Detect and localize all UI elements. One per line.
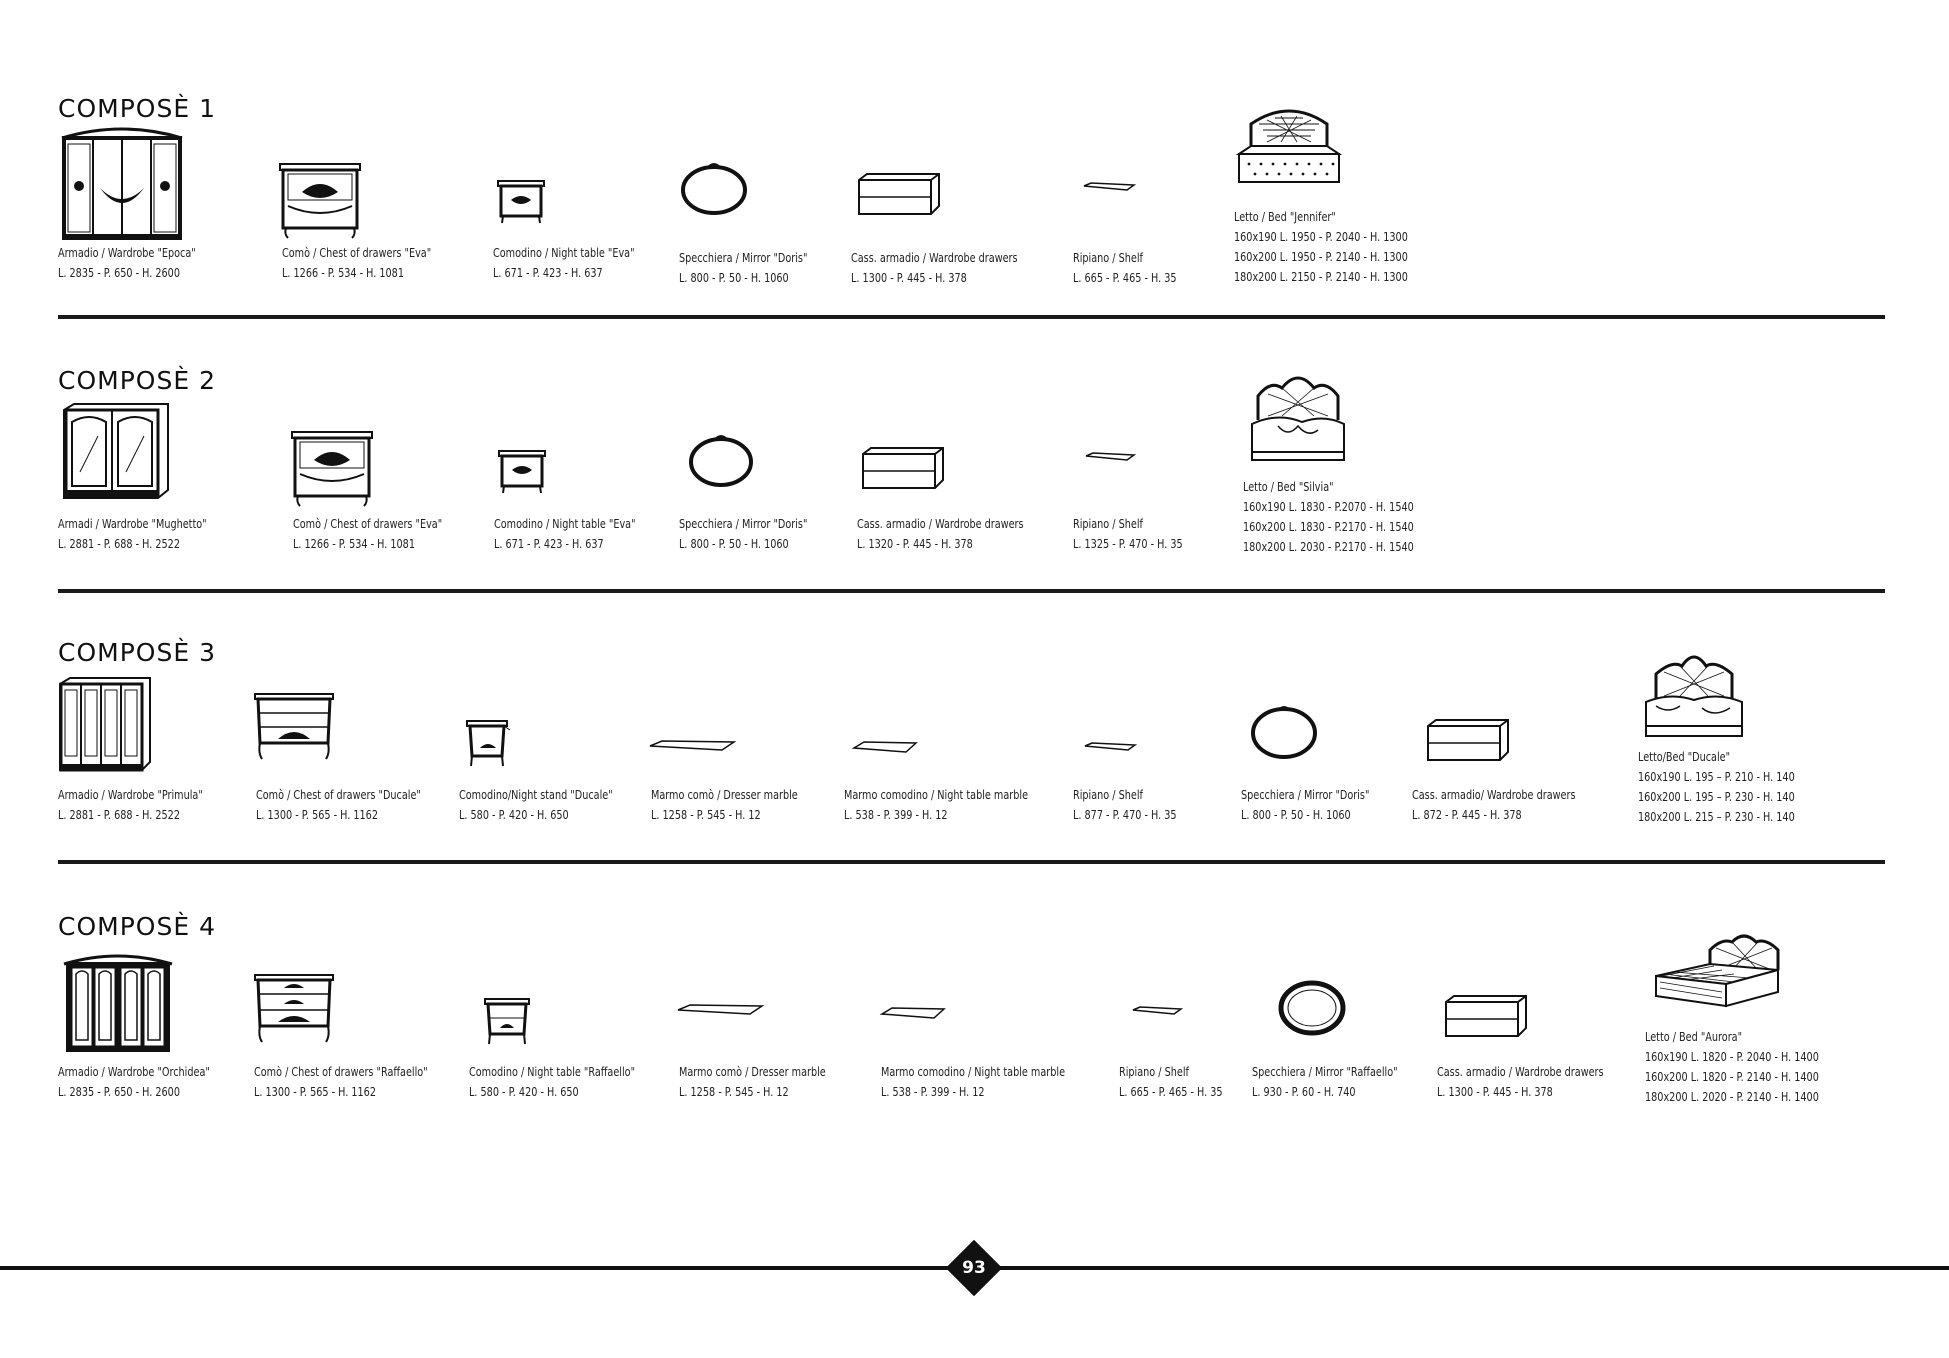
product-dims: 160x190 L. 195 – P. 210 - H. 140	[1638, 769, 1795, 784]
chest-of-drawers-icon	[254, 974, 334, 1044]
product-dims: 160x190 L. 1950 - P. 2040 - H. 1300	[1234, 229, 1408, 244]
product-name: Letto / Bed "Jennifer"	[1234, 209, 1336, 224]
shelf-icon	[1085, 452, 1135, 462]
night-table-icon	[497, 180, 545, 224]
bed-icon	[1248, 372, 1348, 462]
product-name: Specchiera / Mirror "Doris"	[679, 516, 808, 531]
product-dims: L. 538 - P. 399 - H. 12	[881, 1084, 985, 1099]
product-dims: L. 872 - P. 445 - H. 378	[1412, 807, 1522, 822]
product-dims: L. 1258 - P. 545 - H. 12	[679, 1084, 789, 1099]
night-stand-icon	[466, 720, 512, 768]
night-table-icon	[484, 998, 532, 1046]
wardrobe-icon	[62, 952, 174, 1054]
section-divider	[58, 589, 1885, 593]
product-name: Comodino / Night table "Raffaello"	[469, 1064, 636, 1079]
product-name: Cass. armadio / Wardrobe drawers	[857, 516, 1024, 531]
product-dims: L. 930 - P. 60 - H. 740	[1252, 1084, 1356, 1099]
product-dims: L. 877 - P. 470 - H. 35	[1073, 807, 1177, 822]
dresser-marble-icon	[676, 1002, 764, 1016]
product-name: Comò / Chest of drawers "Eva"	[282, 245, 432, 260]
bed-icon	[1642, 650, 1746, 740]
section-divider	[58, 860, 1885, 864]
product-dims: 160x190 L. 1830 - P.2070 - H. 1540	[1243, 499, 1414, 514]
product-name: Specchiera / Mirror "Doris"	[1241, 787, 1370, 802]
mirror-icon	[688, 430, 754, 488]
product-name: Letto / Bed "Silvia"	[1243, 479, 1334, 494]
product-name: Letto/Bed "Ducale"	[1638, 749, 1731, 764]
product-dims: L. 2881 - P. 688 - H. 2522	[58, 807, 180, 822]
product-dims: L. 580 - P. 420 - H. 650	[459, 807, 569, 822]
product-dims: L. 2835 - P. 650 - H. 2600	[58, 1084, 180, 1099]
shelf-icon	[1083, 182, 1135, 192]
product-dims: L. 1300 - P. 445 - H. 378	[1437, 1084, 1553, 1099]
section-title-4: COMPOSÈ 4	[58, 912, 216, 941]
product-dims: L. 1300 - P. 565 - H. 1162	[256, 807, 378, 822]
product-dims: 160x200 L. 195 – P. 230 - H. 140	[1638, 789, 1795, 804]
product-name: Comò / Chest of drawers "Raffaello"	[254, 1064, 428, 1079]
mirror-icon	[1278, 978, 1346, 1036]
product-dims: 180x200 L. 215 – P. 230 - H. 140	[1638, 809, 1795, 824]
wardrobe-icon	[60, 124, 184, 242]
product-name: Comò / Chest of drawers "Eva"	[293, 516, 443, 531]
product-dims: L. 1320 - P. 445 - H. 378	[857, 536, 973, 551]
wardrobe-icon	[62, 402, 170, 500]
product-dims: 180x200 L. 2150 - P. 2140 - H. 1300	[1234, 269, 1408, 284]
product-name: Ripiano / Shelf	[1073, 516, 1143, 531]
mirror-icon	[680, 158, 748, 216]
product-dims: L. 580 - P. 420 - H. 650	[469, 1084, 579, 1099]
bed-icon	[1237, 106, 1341, 188]
wardrobe-drawers-icon	[861, 446, 945, 490]
shelf-icon	[1132, 1006, 1182, 1016]
product-dims: L. 665 - P. 465 - H. 35	[1073, 270, 1177, 285]
wardrobe-drawers-icon	[1444, 994, 1528, 1038]
section-divider	[58, 315, 1885, 319]
product-name: Specchiera / Mirror "Raffaello"	[1252, 1064, 1398, 1079]
product-name: Letto / Bed "Aurora"	[1645, 1029, 1743, 1044]
product-dims: L. 671 - P. 423 - H. 637	[494, 536, 604, 551]
product-name: Comodino/Night stand "Ducale"	[459, 787, 613, 802]
wardrobe-icon	[58, 676, 152, 772]
product-dims: L. 1300 - P. 565 - H. 1162	[254, 1084, 376, 1099]
product-name: Armadio / Wardrobe "Primula"	[58, 787, 203, 802]
product-dims: 180x200 L. 2020 - P. 2140 - H. 1400	[1645, 1089, 1819, 1104]
product-name: Ripiano / Shelf	[1073, 787, 1143, 802]
section-title-2: COMPOSÈ 2	[58, 366, 216, 395]
product-name: Marmo comò / Dresser marble	[651, 787, 798, 802]
chest-of-drawers-icon	[290, 430, 374, 506]
product-dims: L. 1300 - P. 445 - H. 378	[851, 270, 967, 285]
bed-icon	[1654, 930, 1780, 1010]
section-title-3: COMPOSÈ 3	[58, 638, 216, 667]
product-dims: L. 800 - P. 50 - H. 1060	[679, 270, 789, 285]
product-dims: L. 800 - P. 50 - H. 1060	[679, 536, 789, 551]
chest-of-drawers-icon	[278, 162, 362, 240]
product-dims: L. 1266 - P. 534 - H. 1081	[282, 265, 404, 280]
mirror-icon	[1250, 700, 1318, 760]
product-name: Specchiera / Mirror "Doris"	[679, 250, 808, 265]
product-dims: L. 1266 - P. 534 - H. 1081	[293, 536, 415, 551]
product-dims: L. 538 - P. 399 - H. 12	[844, 807, 948, 822]
shelf-icon	[1084, 742, 1136, 752]
night-table-icon	[498, 450, 546, 494]
product-dims: 160x190 L. 1820 - P. 2040 - H. 1400	[1645, 1049, 1819, 1064]
product-dims: L. 800 - P. 50 - H. 1060	[1241, 807, 1351, 822]
product-name: Armadi / Wardrobe "Mughetto"	[58, 516, 207, 531]
product-dims: L. 1258 - P. 545 - H. 12	[651, 807, 761, 822]
product-name: Marmo comodino / Night table marble	[844, 787, 1029, 802]
product-dims: 160x200 L. 1830 - P.2170 - H. 1540	[1243, 519, 1414, 534]
product-name: Marmo comò / Dresser marble	[679, 1064, 826, 1079]
product-dims: L. 2881 - P. 688 - H. 2522	[58, 536, 180, 551]
page-number: 93	[962, 1258, 986, 1278]
product-name: Ripiano / Shelf	[1073, 250, 1143, 265]
product-name: Armadio / Wardrobe "Epoca"	[58, 245, 196, 260]
night-table-marble-icon	[880, 1004, 946, 1020]
product-dims: L. 1325 - P. 470 - H. 35	[1073, 536, 1183, 551]
product-name: Comodino / Night table "Eva"	[494, 516, 636, 531]
product-dims: L. 2835 - P. 650 - H. 2600	[58, 265, 180, 280]
chest-of-drawers-icon	[254, 693, 334, 761]
product-dims: L. 665 - P. 465 - H. 35	[1119, 1084, 1223, 1099]
night-table-marble-icon	[852, 738, 918, 754]
product-name: Armadio / Wardrobe "Orchidea"	[58, 1064, 210, 1079]
product-name: Cass. armadio / Wardrobe drawers	[1437, 1064, 1604, 1079]
dresser-marble-icon	[648, 738, 736, 752]
section-title-1: COMPOSÈ 1	[58, 94, 216, 123]
product-dims: L. 671 - P. 423 - H. 637	[493, 265, 603, 280]
product-dims: 180x200 L. 2030 - P.2170 - H. 1540	[1243, 539, 1414, 554]
product-name: Comodino / Night table "Eva"	[493, 245, 635, 260]
product-name: Comò / Chest of drawers "Ducale"	[256, 787, 421, 802]
wardrobe-drawers-icon	[857, 172, 941, 216]
product-dims: 160x200 L. 1950 - P. 2140 - H. 1300	[1234, 249, 1408, 264]
wardrobe-drawers-icon	[1426, 718, 1510, 762]
product-name: Cass. armadio/ Wardrobe drawers	[1412, 787, 1576, 802]
product-name: Cass. armadio / Wardrobe drawers	[851, 250, 1018, 265]
product-name: Ripiano / Shelf	[1119, 1064, 1189, 1079]
product-dims: 160x200 L. 1820 - P. 2140 - H. 1400	[1645, 1069, 1819, 1084]
product-name: Marmo comodino / Night table marble	[881, 1064, 1066, 1079]
